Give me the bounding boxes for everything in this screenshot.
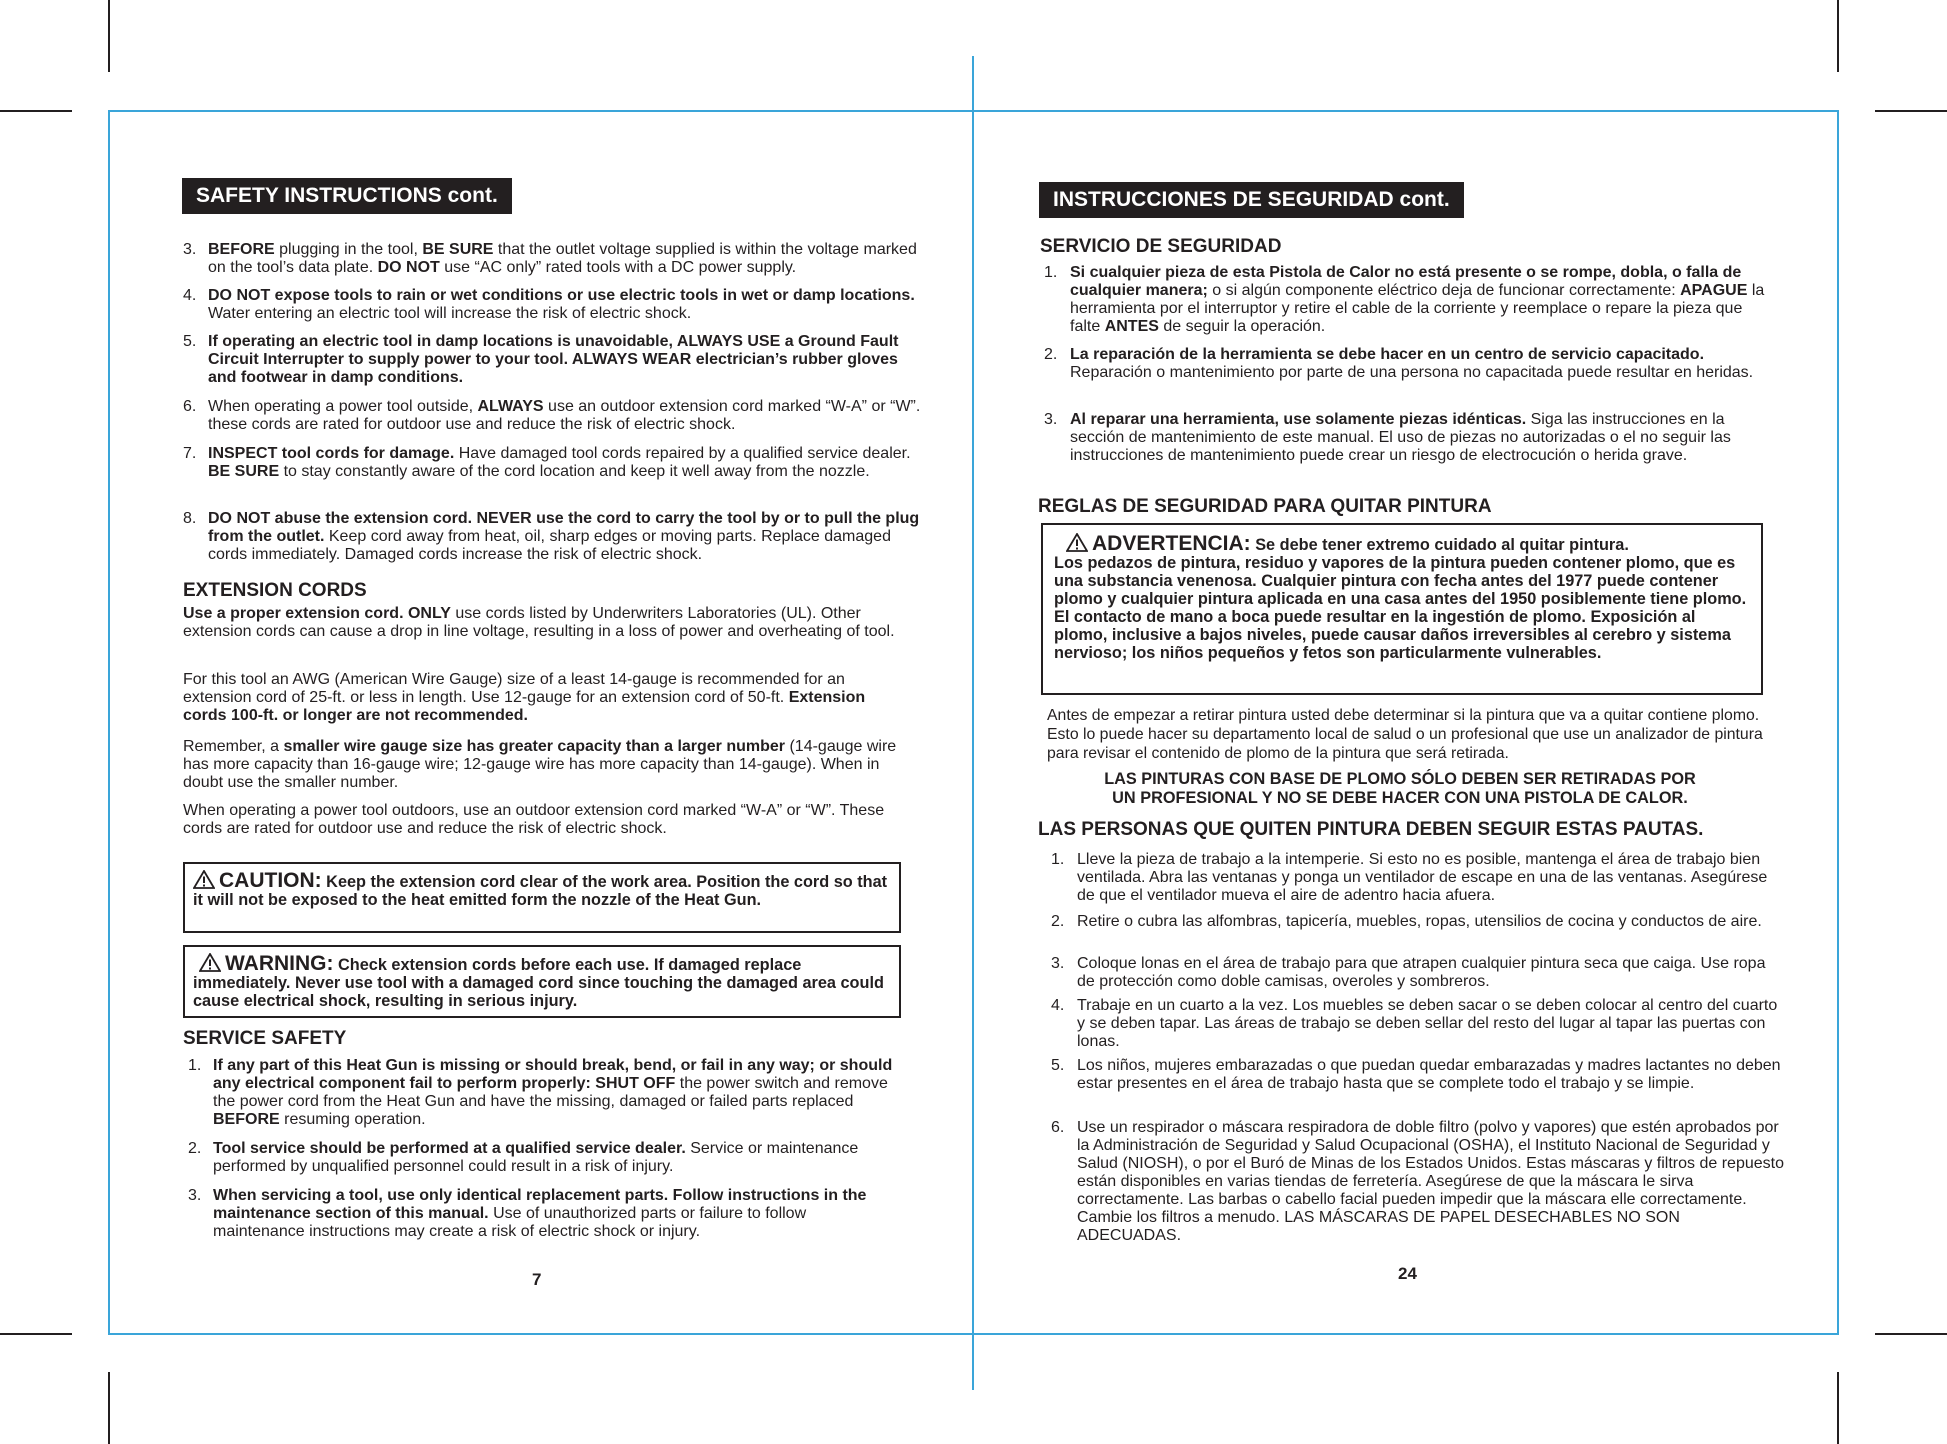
- text: to stay constantly aware of the cord location and keep it well away from the nozzle.: [279, 463, 870, 480]
- item-number: 3.: [1051, 955, 1065, 972]
- text: plugging in the tool,: [274, 241, 423, 258]
- warning-triangle-icon: [1066, 533, 1088, 552]
- crop-mark: [1837, 1372, 1839, 1444]
- item-number: 4.: [183, 287, 197, 304]
- item-number: 2.: [1044, 346, 1058, 363]
- text: Have damaged tool cords repaired by a qualified service dealer.: [454, 445, 911, 462]
- text: For this tool an AWG (American Wire Gauge) size of a least 14-gauge is recommended for an extension cord of 25-ft. or less in length. Use 12-gauge for an extension cord of 50-ft.: [183, 671, 845, 706]
- advertencia-label: ADVERTENCIA:: [1092, 532, 1251, 555]
- bold-text: If any part of this Heat Gun is missing or should break, bend, or fail in any way; or should any electrical component fail to perform properly: SHUT OFF: [213, 1057, 893, 1092]
- item-text: [208, 241, 923, 277]
- caution-text: Keep the extension cord clear of the work area. Position the cord so that it will not be exposed to the heat emitted form the nozzle of the Heat Gun.: [193, 873, 888, 909]
- item-text: [1070, 411, 1774, 465]
- item-number: 1.: [188, 1057, 202, 1074]
- text: resuming operation.: [279, 1111, 426, 1128]
- page-number-left: 7: [532, 1270, 542, 1289]
- text: that the outlet voltage supplied is within the voltage marked on the tool’s data plate.: [208, 241, 917, 276]
- text: When operating a power tool outside,: [208, 398, 478, 415]
- item-text: [208, 510, 923, 564]
- item-number: 1.: [1044, 264, 1058, 281]
- text: use “AC only” rated tools with a DC power supply.: [439, 259, 797, 276]
- item-text: Retire o cubra las alfombras, tapicería, muebles, ropas, utensilios de cocina y conductos de aire.: [1077, 913, 1762, 930]
- text: When operating a power tool outdoors, use an outdoor extension cord marked “W-A” or “W”. These cords are rated for outdoor use and reduce the risk of electric shock.: [183, 802, 885, 837]
- bold-text: La reparación de la herramienta se debe hacer en un centro de servicio capacitado.: [1070, 346, 1705, 363]
- item-number: 5.: [1051, 1057, 1065, 1074]
- item-number: 2.: [188, 1140, 202, 1157]
- bold-text: DO NOT abuse the extension cord. NEVER use the cord to carry the tool by or to pull the plug from the outlet.: [208, 510, 920, 545]
- extension-cords-heading: EXTENSION CORDS: [183, 580, 367, 601]
- text: la herramienta por el interruptor y retire el cable de la corriente y reemplace o repare la pieza que falte: [1070, 282, 1765, 335]
- item-number: 4.: [1051, 997, 1065, 1014]
- lead-notice-line-2: UN PROFESIONAL Y NO SE DEBE HACER CON UNA PISTOLA DE CALOR.: [1112, 789, 1688, 807]
- caution-label: CAUTION:: [219, 869, 322, 892]
- advertencia-box: [1041, 523, 1763, 695]
- advertencia-first-line: Se debe tener extremo cuidado al quitar pintura.: [1250, 536, 1629, 554]
- extension-cords-paragraph: [183, 802, 913, 838]
- crop-mark: [1837, 0, 1839, 72]
- caution-box: [183, 862, 901, 933]
- crop-mark: [108, 1372, 110, 1444]
- lead-notice: [1040, 770, 1760, 808]
- bold-text: Si cualquier pieza de esta Pistola de Calor no está presente o se rompe, dobla, o falla de cualquier manera;: [1070, 264, 1742, 299]
- lead-check-paragraph: Antes de empezar a retirar pintura usted debe determinar si la pintura que va a quitar contiene plomo. Esto lo puede hacer su departamento local de salud o un profesional que use un analizador de pintura para revisar el contenido de plomo de la pintura que será retirada.: [1047, 707, 1763, 762]
- left-banner: SAFETY INSTRUCTIONS cont.: [182, 178, 512, 214]
- bold-text: DO NOT: [377, 259, 440, 276]
- text: Siga las instrucciones en la sección de mantenimiento de este manual. El uso de piezas no autorizadas o el no seguir las instrucciones de mantenimiento puede crear un riesgo de electrocución o herida grave.: [1070, 411, 1731, 464]
- item-text: Coloque lonas en el área de trabajo para que atrapen cualquier pintura seca que caiga. Use ropa de protección como doble camisas, overoles y sombreros.: [1077, 955, 1766, 990]
- paint-rules-heading: REGLAS DE SEGURIDAD PARA QUITAR PINTURA: [1038, 496, 1492, 517]
- extension-cords-paragraph: [183, 671, 913, 725]
- extension-cords-paragraph: [183, 738, 913, 792]
- bold-text: Use a proper extension cord. ONLY: [183, 605, 451, 622]
- crop-mark: [0, 110, 72, 112]
- bold-text: DO NOT expose tools to rain or wet conditions or use electric tools in wet or damp locations.: [208, 287, 915, 304]
- bold-text: APAGUE: [1680, 282, 1748, 299]
- warning-text: Check extension cords before each use. If damaged replace immediately. Never use tool with a damaged cord since touching the damaged area could cause electrical shock, resulting in serious injury.: [193, 956, 884, 1010]
- bold-text: INSPECT tool cords for damage.: [208, 445, 455, 462]
- warning-box: [183, 945, 901, 1018]
- item-number: 1.: [1051, 851, 1065, 868]
- item-number: 3.: [183, 241, 197, 258]
- advertencia-text: Los pedazos de pintura, residuo y vapores de la pintura pueden contener plomo, que es una substancia venenosa. Cualquier pintura con fecha antes del 1977 puede contener plomo y cualquier pintura aplicada en una casa antes del 1950 posiblemente tiene plomo. El contacto de mano a boca puede resultar en la ingestión de plomo. Exposición al plomo, inclusive a bajos niveles, puede causar daños irreversibles al cerebro y sistema nervioso; los niños pequeños y fetos son particularmente vulnerables.: [1054, 554, 1747, 662]
- item-number: 5.: [183, 333, 197, 350]
- item-text: [208, 445, 923, 481]
- item-text: [213, 1057, 898, 1129]
- bold-text: smaller wire gauge size has greater capacity than a larger number: [283, 738, 786, 755]
- bold-text: Tool service should be performed at a qualified service dealer.: [213, 1140, 686, 1157]
- item-text: [208, 287, 923, 323]
- bold-text: Al reparar una herramienta, use solamente piezas idénticas.: [1070, 411, 1527, 428]
- text: o si algún componente eléctrico deja de funcionar correctamente:: [1207, 282, 1681, 299]
- item-text: [213, 1140, 898, 1176]
- bold-text: BE SURE: [422, 241, 494, 258]
- text: Keep cord away from heat, oil, sharp edges or moving parts. Replace damaged cords immediately. Damaged cords increase the risk of electric shock.: [208, 528, 891, 563]
- text: Use of unauthorized parts or failure to follow maintenance instructions may create a risk of electric shock or injury.: [213, 1205, 807, 1240]
- text: (14-gauge wire has more capacity than 16-gauge wire; 12-gauge wire has more capacity than 14-gauge). When in doubt use the smaller number.: [183, 738, 897, 791]
- bold-text: BE SURE: [208, 463, 280, 480]
- item-text: Use un respirador o máscara respiradora de doble filtro (polvo y vapores) que estén aprobados por la Administración de Seguridad y Salud Ocupacional (OSHA), el Instituto Nacional de Seguridad y Salud (NIOSH), o por el Buró de Minas de los Estados Unidos. Estas máscaras y filtros de repuesto están disponibles en varias tiendas de ferretería. Asegúrese de que la máscara le sirva correctamente. Las barbas o cabello facial pueden impedir que la máscara elle correctamente. Cambie los filtros a menudo. LAS MÁSCARAS DE PAPEL DESECHABLES NO SON ADECUADAS.: [1077, 1119, 1784, 1244]
- crop-mark: [0, 1333, 72, 1335]
- item-number: 7.: [183, 445, 197, 462]
- servicio-heading: SERVICIO DE SEGURIDAD: [1040, 236, 1282, 257]
- item-number: 8.: [183, 510, 197, 527]
- page-number-right: 24: [1398, 1264, 1417, 1283]
- bold-text: ALWAYS: [477, 398, 544, 415]
- item-number: 6.: [183, 398, 197, 415]
- text: the power switch and remove the power cord from the Heat Gun and have the missing, damaged or failed parts replaced: [213, 1075, 888, 1110]
- item-text: Lleve la pieza de trabajo a la intemperie. Si esto no es posible, mantenga el área de trabajo bien ventilada. Abra las ventanas y ponga un ventilador de escape en una de las ventanas. Asegúrese de que el ventilador mueva el aire de adentro hacia afuera.: [1077, 851, 1768, 904]
- bold-text: ANTES: [1104, 318, 1159, 335]
- persons-heading: LAS PERSONAS QUE QUITEN PINTURA DEBEN SEGUIR ESTAS PAUTAS.: [1038, 819, 1704, 840]
- text: Remember, a: [183, 738, 284, 755]
- text: de seguir la operación.: [1158, 318, 1326, 335]
- warning-triangle-icon: [199, 953, 221, 972]
- warning-label: WARNING:: [225, 952, 334, 975]
- item-text: [208, 333, 923, 387]
- bold-text: If operating an electric tool in damp locations is unavoidable, ALWAYS USE a Ground Fault Circuit Interrupter to supply power to your tool. ALWAYS WEAR electrician’s rubber gloves and footwear in damp conditions.: [208, 333, 899, 386]
- item-text: [1070, 264, 1774, 336]
- crop-mark: [108, 0, 110, 72]
- bold-text: When servicing a tool, use only identical replacement parts. Follow instructions in the maintenance section of this manual.: [213, 1187, 867, 1222]
- item-text: [213, 1187, 898, 1241]
- text: use cords listed by Underwriters Laboratories (UL). Other extension cords can cause a drop in line voltage, resulting in a loss of power and overheating of tool.: [183, 605, 895, 640]
- item-text: Los niños, mujeres embarazadas o que puedan quedar embarazadas y madres lactantes no deben estar presentes en el área de trabajo hasta que se complete todo el trabajo y se limpie.: [1077, 1057, 1781, 1092]
- right-banner: INSTRUCCIONES DE SEGURIDAD cont.: [1039, 182, 1464, 218]
- fold-line: [972, 56, 974, 1390]
- item-text: [1070, 346, 1774, 382]
- item-number: 6.: [1051, 1119, 1065, 1136]
- warning-triangle-icon: [193, 870, 215, 889]
- item-text: [208, 398, 923, 434]
- crop-mark: [1875, 110, 1947, 112]
- lead-notice-line-1: LAS PINTURAS CON BASE DE PLOMO SÓLO DEBEN SER RETIRADAS POR: [1104, 770, 1696, 788]
- text: Service or maintenance performed by unqualified personnel could result in a risk of injury.: [213, 1140, 859, 1175]
- item-text: Trabaje en un cuarto a la vez. Los muebles se deben sacar o se deben colocar al centro del cuarto y se deben tapar. Las áreas de trabajo se deben sellar del resto del lugar al tapar las puertas con lonas.: [1077, 997, 1778, 1050]
- crop-mark: [1875, 1333, 1947, 1335]
- item-number: 2.: [1051, 913, 1065, 930]
- item-number: 3.: [1044, 411, 1058, 428]
- bold-text: BEFORE: [208, 241, 275, 258]
- item-number: 3.: [188, 1187, 202, 1204]
- text: use an outdoor extension cord marked “W-A” or “W”. these cords are rated for outdoor use and reduce the risk of electric shock.: [208, 398, 921, 433]
- bold-text: Extension cords 100-ft. or longer are not recommended.: [183, 689, 866, 724]
- text: Water entering an electric tool will increase the risk of electric shock.: [208, 305, 692, 322]
- service-safety-heading: SERVICE SAFETY: [183, 1028, 347, 1049]
- bold-text: BEFORE: [213, 1111, 280, 1128]
- extension-cords-paragraph: [183, 605, 913, 641]
- text: Reparación o mantenimiento por parte de una persona no capacitada puede resultar en heridas.: [1070, 364, 1754, 381]
